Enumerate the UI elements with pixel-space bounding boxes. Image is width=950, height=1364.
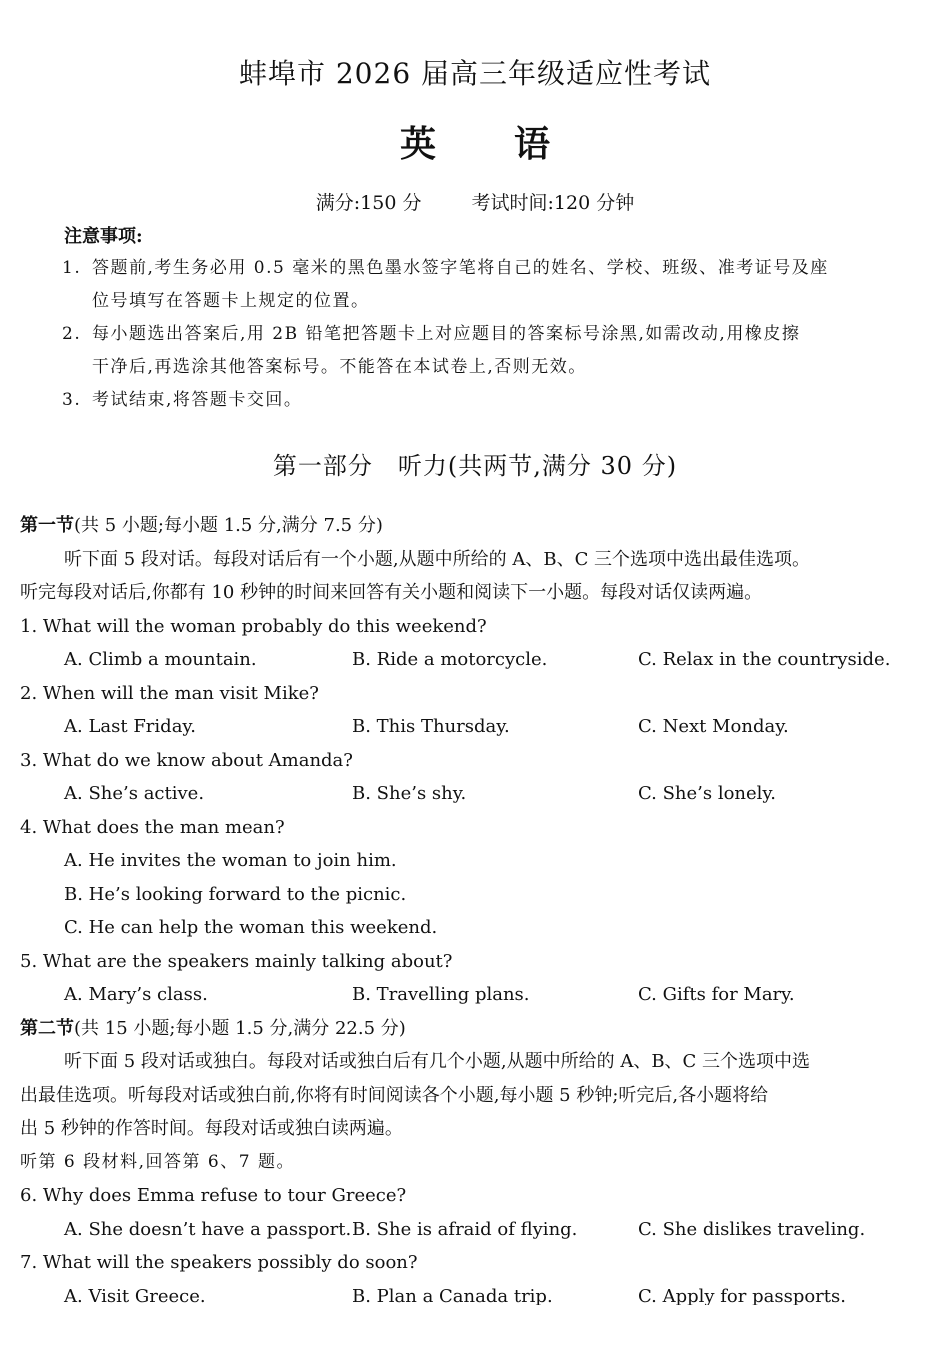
options-row: [20, 1213, 935, 1247]
exam-time: 考试时间:120 分钟: [471, 192, 635, 214]
options-row: [20, 643, 935, 677]
notice-num: 3.: [62, 390, 82, 410]
option-b: B. He’s looking forward to the picnic.: [64, 883, 407, 905]
option-a: A. He invites the woman to join him.: [64, 850, 397, 871]
notice-item: [62, 318, 932, 384]
notice-item: [62, 252, 932, 318]
option-b: B. Travelling plans.: [352, 984, 530, 1005]
notice-num: 1.: [62, 258, 82, 278]
option-c: C. She’s lonely.: [638, 783, 776, 804]
section-desc: (共 5 小题;每小题 1.5 分,满分 7.5 分): [74, 515, 383, 536]
options-row: [20, 777, 935, 811]
option-b: B. She is afraid of flying.: [352, 1218, 578, 1240]
full-score: 满分:150 分: [315, 192, 422, 214]
instruction-text: 听完每段对话后,你都有 10 秒钟的时间来回答有关小题和阅读下一小题。每段对话仅读两遍。: [20, 582, 763, 603]
option-c: C. She dislikes traveling.: [638, 1218, 866, 1240]
question: 7. What will the speakers possibly do soon?: [20, 1252, 418, 1273]
notice-heading: 注意事项:: [64, 226, 143, 247]
option-c: C. He can help the woman this weekend.: [64, 917, 438, 938]
option-c: C. Apply for passports.: [638, 1285, 846, 1305]
subject-char-1: 英: [399, 123, 436, 165]
notice-num: 2.: [62, 324, 82, 344]
option-a: A. She’s active.: [64, 783, 205, 804]
option-a: A. She doesn’t have a passport.: [64, 1218, 352, 1240]
option-b: B. She’s shy.: [352, 783, 467, 804]
instruction-text: 听下面 5 段对话或独白。每段对话或独白后有几个小题,从题中所给的 A、B、C 三个选项中选: [64, 1051, 811, 1072]
instruction-text: 听下面 5 段对话。每段对话后有一个小题,从题中所给的 A、B、C 三个选项中选出最佳选项。: [64, 548, 811, 570]
instruction-text: 出 5 秒钟的作答时间。每段对话或独白读两遍。: [20, 1118, 403, 1139]
question: 3. What do we know about Amanda?: [20, 749, 353, 771]
options-row: [20, 710, 935, 744]
option-c: C. Relax in the countryside.: [638, 649, 891, 670]
question: 1. What will the woman probably do this weekend?: [20, 615, 487, 637]
subject-title: [0, 116, 950, 167]
exam-meta: [0, 188, 950, 215]
section-title: 第一节: [20, 515, 74, 536]
material-label: 听第 6 段材料,回答第 6、7 题。: [20, 1151, 295, 1172]
subject-char-2: 语: [514, 123, 551, 165]
options-row: [20, 1280, 935, 1306]
options-row: [20, 978, 935, 1012]
option-b: B. Plan a Canada trip.: [352, 1285, 553, 1305]
question: 6. Why does Emma refuse to tour Greece?: [20, 1185, 407, 1206]
exam-title: 蚌埠市 2026 届高三年级适应性考试: [238, 57, 712, 90]
option-a: A. Last Friday.: [64, 716, 196, 737]
question: 2. When will the man visit Mike?: [20, 682, 319, 704]
notice-text: 每小题选出答案后,用 2B 铅笔把答题卡上对应题目的答案标号涂黑,如需改动,用橡皮擦: [92, 324, 801, 344]
notice-text: 答题前,考生务必用 0.5 毫米的黑色墨水签字笔将自己的姓名、学校、班级、准考证号及座: [92, 258, 829, 278]
option-b: B. This Thursday.: [352, 716, 510, 737]
option-c: C. Next Monday.: [638, 716, 789, 737]
notice-item: [62, 384, 932, 417]
instruction-text: 出最佳选项。听每段对话或独白前,你将有时间阅读各个小题,每小题 5 秒钟;听完后,各小题将给: [20, 1084, 769, 1106]
question: 4. What does the man mean?: [20, 816, 285, 838]
listening-content: [20, 509, 935, 1305]
section-desc: (共 15 小题;每小题 1.5 分,满分 22.5 分): [74, 1017, 406, 1039]
option-a: A. Mary’s class.: [64, 984, 208, 1005]
notice-text: 干净后,再选涂其他答案标号。不能答在本试卷上,否则无效。: [92, 357, 587, 377]
option-c: C. Gifts for Mary.: [638, 984, 795, 1005]
option-a: A. Climb a mountain.: [64, 649, 257, 670]
notice-text: 位号填写在答题卡上规定的位置。: [92, 291, 370, 311]
question: 5. What are the speakers mainly talking about?: [20, 950, 453, 972]
part-heading: 第一部分 听力(共两节,满分 30 分): [272, 452, 678, 480]
option-a: A. Visit Greece.: [64, 1285, 206, 1305]
section-heading: [20, 509, 935, 543]
option-b: B. Ride a motorcycle.: [352, 649, 548, 670]
notice-list: [62, 252, 932, 417]
notice-text: 考试结束,将答题卡交回。: [92, 390, 303, 410]
section-heading: [20, 1012, 935, 1046]
section-title: 第二节: [20, 1017, 74, 1039]
